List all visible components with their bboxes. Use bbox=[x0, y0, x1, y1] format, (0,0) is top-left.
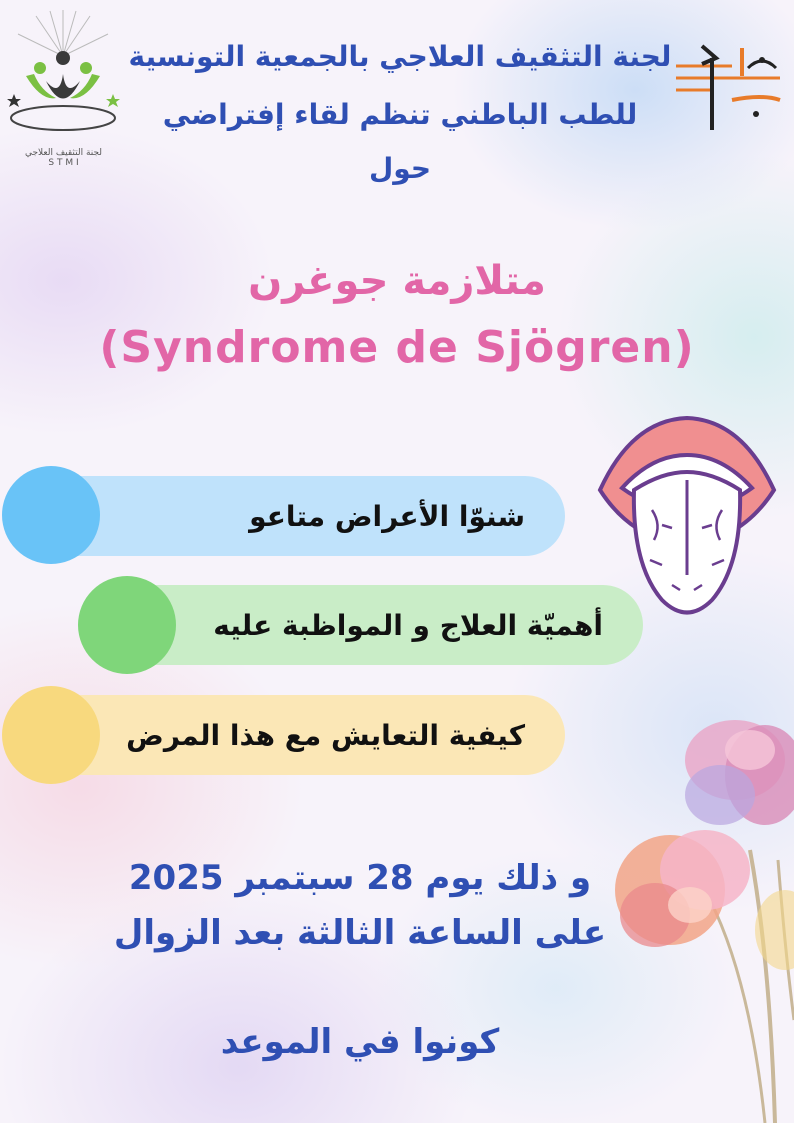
topic-pill-treatment bbox=[110, 585, 643, 665]
header-line-1: لجنة التثقيف العلاجي بالجمعية التونسية bbox=[128, 40, 672, 73]
event-time: على الساعة الثالثة بعد الزوال bbox=[113, 913, 607, 953]
topic-label: شنوّا الأعراض متاعو bbox=[249, 499, 525, 533]
event-date: و ذلك يوم 28 سبتمبر 2025 bbox=[128, 858, 592, 898]
header-line-3: حول bbox=[368, 152, 432, 185]
stmi-logo-icon bbox=[6, 6, 121, 136]
topic-label: أهميّة العلاج و المواظبة عليه bbox=[213, 608, 603, 642]
title-arabic: متلازمة جوغرن bbox=[248, 258, 546, 304]
stmi-logo bbox=[6, 6, 121, 166]
topic-label: كيفية التعايش مع هذا المرض bbox=[126, 718, 525, 752]
topic-dot-yellow bbox=[2, 686, 100, 784]
header-line-2: للطب الباطني تنظم لقاء إفتراضي bbox=[162, 98, 638, 131]
closing-message: كونوا في الموعد bbox=[220, 1022, 500, 1062]
topic-pill-coping bbox=[30, 695, 565, 775]
topic-dot-green bbox=[78, 576, 176, 674]
logo-caption-en: S T M I bbox=[48, 158, 79, 168]
title-french: (Syndrome de Sjögren) bbox=[99, 322, 695, 373]
topic-pill-symptoms bbox=[30, 476, 565, 556]
logo-caption-ar: لجنة التثقيف العلاجي bbox=[24, 148, 103, 158]
calligraphy-logo-icon bbox=[672, 38, 784, 138]
brand-logo bbox=[672, 38, 784, 138]
topic-dot-blue bbox=[2, 466, 100, 564]
